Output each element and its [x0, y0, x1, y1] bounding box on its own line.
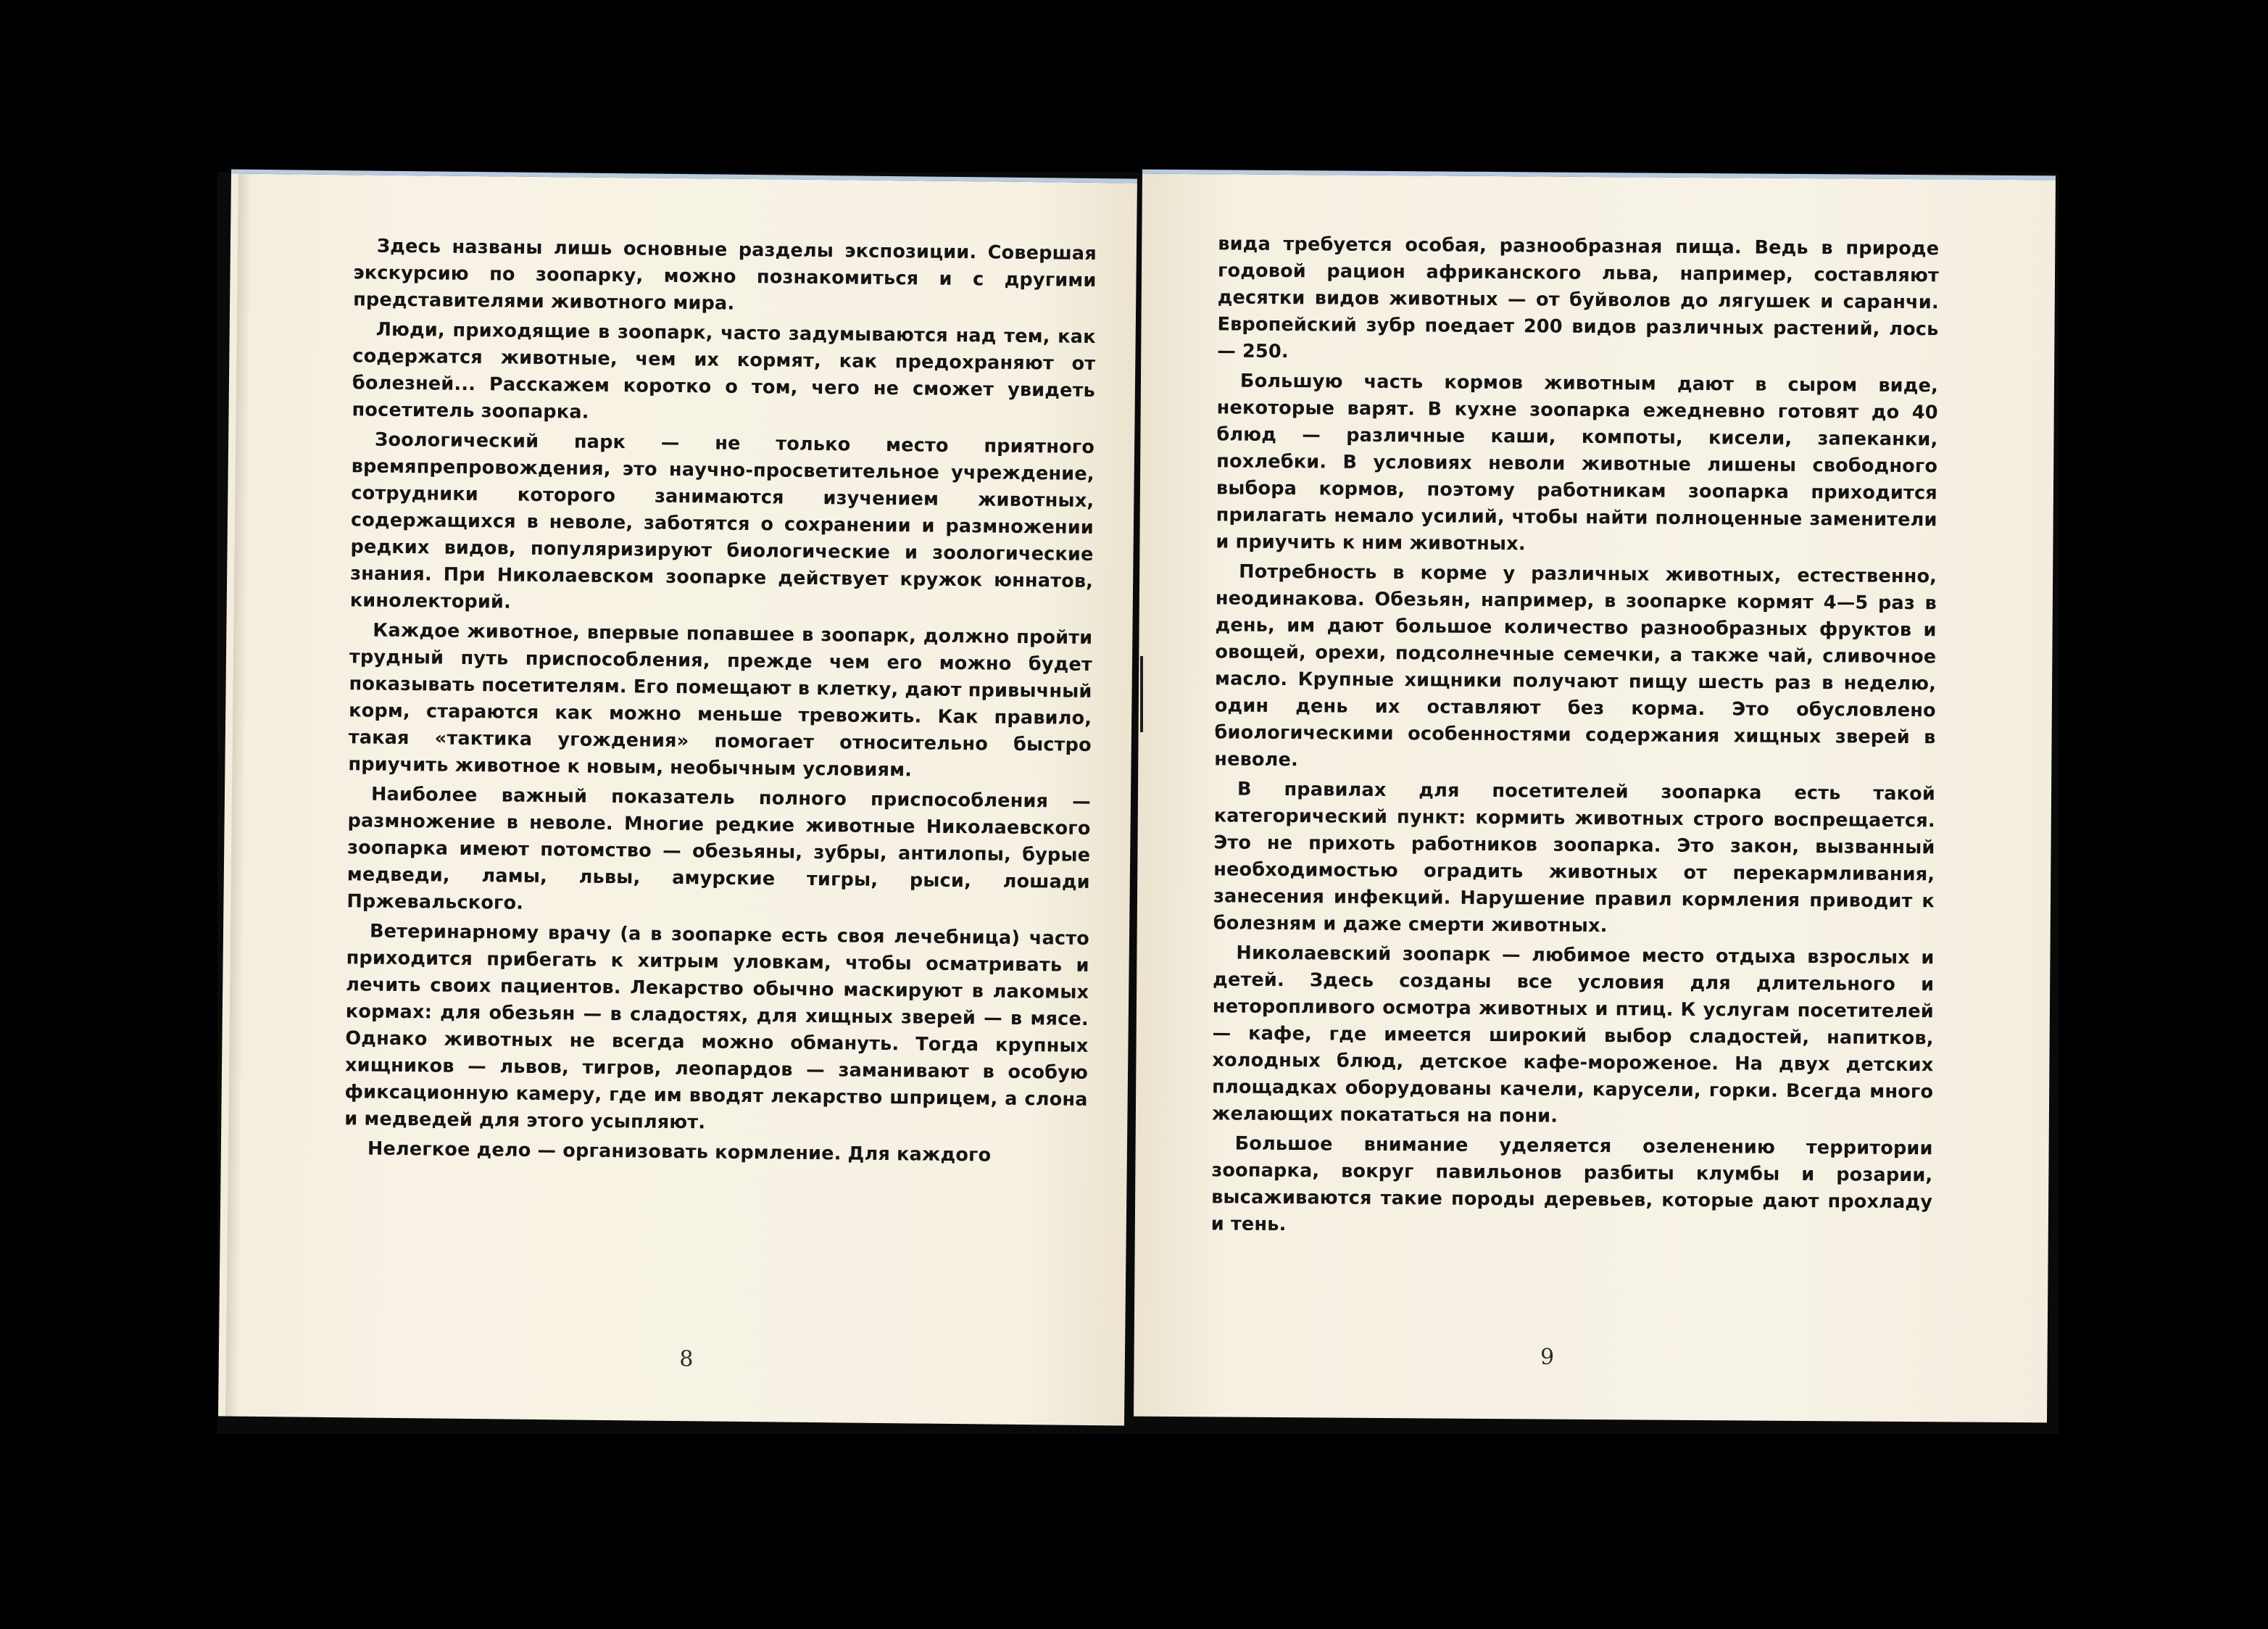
- right-paragraph-3: Потребность в корме у различных животных, естественно, неодинакова. Обезьян, например, в зоопарке кормят 4—5 раз в день, им дают большое количество разнообразных фруктов и овощей, орехи, подсолнечные семечки, а также чай, сливочное масло. Крупные хищники получают пищу шесть раз в неделю, один день их оставляют без корма. Это обусловлено биологическими особенностями содержания хищных зверей в неволе.: [1214, 560, 1937, 771]
- right-page-number: 9: [1540, 1344, 1555, 1370]
- left-paragraph-1: Здесь названы лишь основные разделы экспозиции. Совершая экскурсию по зоопарку, можно познакомиться и с другими представителями животного мира.: [353, 235, 1097, 315]
- left-paragraph-2: Люди, приходящие в зоопарк, часто задумываются над тем, как содержатся животные, чем их кормят, как предохраняют от болезней... Расскажем коротко о том, чего не сможет увидеть посетитель зоопарка.: [352, 318, 1096, 423]
- right-paragraph-1: вида требуется особая, разнообразная пища. Ведь в природе годовой рацион африканского льва, например, составляют десятки видов животных — от буйволов до лягушек и саранчи. Европейский зубр поедает 200 видов различных растений, лось — 250.: [1217, 233, 1940, 363]
- right-paragraph-2: Большую часть кормов животным дают в сыром виде, некоторые варят. В кухне зоопарка ежедневно готовят до 40 блюд — различные каши, компоты, кисели, запеканки, похлебки. В условиях неволи животные лишены свободного выбора кормов, поэтому работникам зоопарка приходится прилагать немало усилий, чтобы найти полноценные заменители и приучить к ним животных.: [1216, 370, 1939, 555]
- right-paragraph-5: Николаевский зоопарк — любимое место отдыха взрослых и детей. Здесь созданы все условия для длительного и неторопливого осмотра животных и птиц. К услугам посетителей — кафе, где имеется широкий выбор сладостей, напитков, холодных блюд, детское кафе-мороженое. На двух детских площадках оборудованы качели, карусели, горки. Всегда много желающих покататься на пони.: [1211, 942, 1935, 1127]
- right-paragraph-4: В правилах для посетителей зоопарка есть такой категорический пункт: кормить животных строго воспрещается. Это не прихоть работников зоопарка. Это закон, вызванный необходимостью оградить животных от перекармливания, занесения инфекций. Нарушение правил кормления приводит к болезням и даже смерти животных.: [1213, 778, 1936, 937]
- right-page: [1134, 170, 2056, 1423]
- right-paragraph-6: Большое внимание уделяется озеленению территории зоопарка, вокруг павильонов разбиты клумбы и розарии, высаживаются такие породы деревьев, которые дают прохладу и тень.: [1210, 1132, 1933, 1236]
- spine-staple: [1140, 656, 1143, 732]
- left-page: [218, 170, 1137, 1426]
- left-paragraph-7: Нелегкое дело — организовать кормление. Для каждого: [367, 1137, 992, 1166]
- left-paragraph-6: Ветеринарному врачу (а в зоопарке есть своя лечебница) часто приходится прибегать к хитрым уловкам, чтобы осматривать и лечить своих пациентов. Лекарство обычно маскируют в лакомых кормах: для обезьян — в сладостях, для хищных зверей — в мясе. Однако животных не всегда можно обмануть. Тогда крупных хищников — львов, тигров, леопардов — заманивают в особую фиксационную камеру, где им вводят лекарство шприцем, а слона и медведей для этого усыпляют.: [344, 920, 1090, 1134]
- left-page-text: [344, 233, 1097, 1170]
- left-page-number: 8: [679, 1346, 694, 1372]
- left-paragraph-5: Наиболее важный показатель полного приспособления — размножение в неволе. Многие редкие животные Николаевского зоопарка имеют потомство — обезьяны, зубры, антилопы, бурые медведи, ламы, львы, амурские тигры, рыси, лошади Пржевальского.: [346, 783, 1092, 914]
- left-paragraph-4: Каждое животное, впервые попавшее в зоопарк, должно пройти трудный путь приспособления, прежде чем его можно будет показывать посетителям. Его помещают в клетку, дают привычный корм, стараются как можно меньше тревожить. Как правило, такая «тактика угождения» помогает относительно быстро приучить животное к новым, необычным условиям.: [348, 619, 1093, 782]
- right-page-text: [1211, 231, 1940, 1243]
- left-paragraph-3: Зоологический парк — не только место приятного времяпрепровождения, это научно-просветительное учреждение, сотрудники которого занимаются изучением животных, содержащихся в неволе, заботятся о сохранении и размножении редких видов, популяризируют биологические и зоологические знания. При Николаевском зоопарке действует кружок юннатов, кинолекторий.: [349, 428, 1095, 613]
